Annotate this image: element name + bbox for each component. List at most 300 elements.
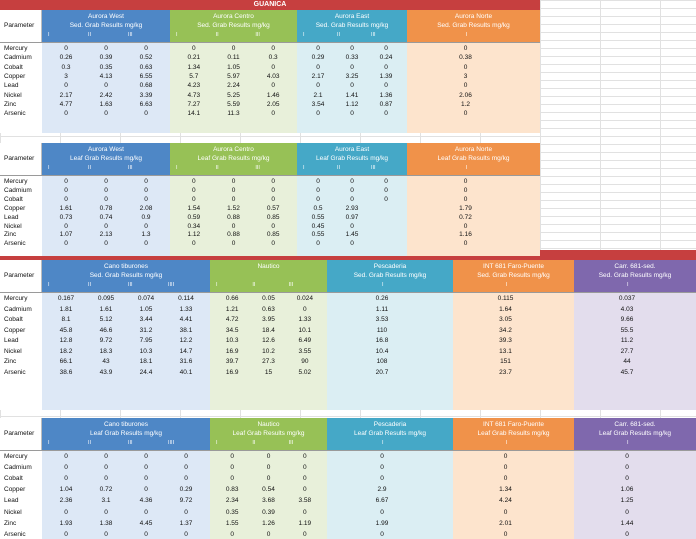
value-cell: 4.13 <box>99 72 113 80</box>
row-label: Zinc <box>4 519 17 527</box>
value-cell: 2.13 <box>99 231 113 239</box>
value-cell: 1.05 <box>227 63 240 71</box>
value-cell: 0 <box>192 195 196 203</box>
value-cell: 0.24 <box>379 54 393 62</box>
value-cell: 0.05 <box>262 295 275 302</box>
value-cell: 0.97 <box>345 213 359 221</box>
value-cell: 1.2 <box>460 100 471 108</box>
replicate-label: II <box>215 165 219 171</box>
value-cell: 1.54 <box>187 204 201 212</box>
value-cell: 8.1 <box>61 316 71 323</box>
group-name: Aurora West <box>87 13 124 20</box>
value-cell: 0 <box>184 453 188 460</box>
guanica-sed-group-header <box>170 10 297 42</box>
parameter-header: Parameter <box>0 10 42 42</box>
value-cell: 151 <box>500 358 511 365</box>
group-name: Nautico <box>257 263 280 270</box>
value-cell: 0.59 <box>187 213 201 221</box>
value-cell: 1.93 <box>59 519 73 527</box>
value-cell: 0.11 <box>227 54 240 62</box>
replicate-label: III <box>128 282 133 288</box>
value-cell: 0 <box>266 530 271 538</box>
value-cell: 0 <box>231 195 236 203</box>
value-cell: 0 <box>271 82 275 90</box>
row-label: Nickel <box>4 91 22 99</box>
value-cell: 0.87 <box>379 100 393 108</box>
value-cell: 0 <box>144 110 148 118</box>
value-cell: 1.45 <box>345 231 359 239</box>
group-subtitle: Sed. Grab Results mg/kg <box>437 22 510 29</box>
value-cell: 18.2 <box>59 347 73 355</box>
replicate-label: III <box>371 165 376 171</box>
value-cell: 1.37 <box>179 519 193 527</box>
value-cell: 23.7 <box>499 368 512 376</box>
row-label: Mercury <box>4 45 28 52</box>
value-cell: 0 <box>231 45 236 52</box>
value-cell: 0 <box>503 453 508 460</box>
value-cell: 5.7 <box>189 72 199 80</box>
value-cell: 0 <box>266 475 271 483</box>
value-cell: 0 <box>144 222 148 230</box>
value-cell: 0 <box>271 240 275 248</box>
value-cell: 0 <box>463 82 468 90</box>
row-label: Cadmium <box>4 464 32 472</box>
value-cell: 0 <box>303 464 307 472</box>
replicate-label: I <box>505 282 508 288</box>
value-cell: 15 <box>264 368 273 376</box>
value-cell: 0 <box>384 110 388 118</box>
replicate-label: I <box>627 282 629 288</box>
value-cell: 0 <box>316 110 320 118</box>
value-cell: 0 <box>625 508 629 516</box>
value-cell: 12.8 <box>59 337 73 344</box>
value-cell: 16.8 <box>375 337 389 344</box>
value-cell: 2.05 <box>266 100 280 108</box>
value-cell: 0 <box>144 530 148 538</box>
value-cell: 0 <box>350 178 354 185</box>
value-cell: 0 <box>303 530 307 538</box>
value-cell: 0.52 <box>139 54 153 62</box>
guanica-leaf-table <box>0 143 540 256</box>
group-name: Aurora Centro <box>213 13 254 20</box>
value-cell: 0 <box>64 475 68 483</box>
value-cell: 0 <box>463 186 468 194</box>
row-label: Mercury <box>4 453 28 460</box>
value-cell: 0.024 <box>296 295 313 302</box>
value-cell: 0 <box>64 195 68 203</box>
value-cell: 3.53 <box>375 316 389 323</box>
group-name: Carr. 681-sed. <box>614 421 656 428</box>
value-cell: 0 <box>144 508 148 516</box>
value-cell: 0 <box>230 530 234 538</box>
value-cell: 2.17 <box>311 72 325 80</box>
value-cell: 0 <box>503 530 508 538</box>
value-cell: 0 <box>463 240 468 248</box>
value-cell: 0 <box>184 475 188 483</box>
value-cell: 1.34 <box>499 486 512 494</box>
value-cell: 0.29 <box>179 486 193 494</box>
value-cell: 5.59 <box>227 100 240 108</box>
group-subtitle: Leaf Grab Results mg/kg <box>197 155 270 162</box>
value-cell: 3.58 <box>298 497 312 505</box>
value-cell: 39.3 <box>499 337 512 344</box>
row-label: Mercury <box>4 178 28 185</box>
value-cell: 4.72 <box>225 316 239 323</box>
value-cell: 0 <box>316 195 320 203</box>
value-cell: 1.3 <box>141 231 151 239</box>
value-cell: 12.6 <box>262 337 275 344</box>
value-cell: 0 <box>303 486 307 494</box>
replicate-label: IIII <box>168 440 175 446</box>
value-cell: 3.95 <box>262 316 275 323</box>
value-cell: 1.61 <box>99 305 113 313</box>
replicate-label: I <box>216 440 218 446</box>
group-name: Cano tiburones <box>103 421 149 428</box>
value-cell: 0.72 <box>99 486 113 494</box>
value-cell: 0.74 <box>99 213 113 221</box>
row-label: Copper <box>4 204 26 212</box>
value-cell: 0 <box>463 178 468 185</box>
value-cell: 0 <box>316 45 320 52</box>
group-name: Aurora Centro <box>213 146 254 153</box>
group-subtitle: Sed. Grab Results mg/kg <box>197 22 270 29</box>
value-cell: 1.07 <box>59 231 73 239</box>
replicate-label: I <box>465 165 468 171</box>
value-cell: 7.27 <box>187 100 201 108</box>
value-cell: 2.93 <box>345 204 359 212</box>
value-cell: 0 <box>350 186 354 194</box>
value-cell: 46.6 <box>99 326 113 334</box>
value-cell: 0 <box>231 240 236 248</box>
group-name: Nautico <box>257 421 280 428</box>
row-label: Arsenic <box>4 110 26 118</box>
replicate-label: I <box>176 32 178 38</box>
value-cell: 0.83 <box>225 486 239 494</box>
replicate-label: III <box>288 282 294 288</box>
replicate-label: II <box>88 282 92 288</box>
value-cell: 0 <box>350 195 354 203</box>
value-cell: 14.7 <box>179 347 193 355</box>
value-cell: 1.25 <box>620 497 634 505</box>
value-cell: 11.2 <box>620 337 634 344</box>
value-cell: 0.037 <box>618 295 636 302</box>
value-cell: 43.9 <box>99 368 113 376</box>
value-cell: 0.45 <box>311 222 325 230</box>
value-cell: 0.63 <box>139 63 153 71</box>
value-cell: 0 <box>64 45 68 52</box>
value-cell: 2.9 <box>377 486 387 494</box>
replicate-label: III <box>128 32 133 38</box>
value-cell: 0.54 <box>262 486 275 494</box>
group-subtitle: Leaf Grab Results mg/kg <box>599 430 671 437</box>
group-subtitle: Leaf Grab Results mg/kg <box>354 430 426 437</box>
value-cell: 2.17 <box>59 91 73 99</box>
arecibo-sed-group-header <box>574 260 696 292</box>
value-cell: 0 <box>384 63 388 71</box>
row-label: Mercury <box>4 295 28 302</box>
value-cell: 0 <box>463 110 468 118</box>
value-cell: 13.1 <box>499 347 512 355</box>
value-cell: 0.88 <box>227 213 240 221</box>
value-cell: 3 <box>64 72 68 80</box>
value-cell: 0.55 <box>311 213 325 221</box>
guanica-sed-group-header <box>42 10 170 42</box>
row-label: Cobalt <box>4 475 23 483</box>
guanica-leaf-group-header <box>297 143 407 175</box>
value-cell: 10.2 <box>262 347 275 355</box>
value-cell: 9.72 <box>99 337 113 344</box>
value-cell: 0.33 <box>345 54 359 62</box>
value-cell: 108 <box>376 358 388 365</box>
value-cell: 1.99 <box>375 519 389 527</box>
value-cell: 12.2 <box>179 337 193 344</box>
row-label: Zinc <box>4 231 17 239</box>
value-cell: 0 <box>503 475 508 483</box>
arecibo-leaf-table <box>0 418 696 539</box>
group-subtitle: Sed. Grab Results mg/kg <box>69 22 143 29</box>
value-cell: 3 <box>463 72 468 80</box>
group-name: Aurora Norte <box>454 146 493 153</box>
value-cell: 0 <box>271 63 275 71</box>
arecibo-sed-group-header <box>210 260 327 292</box>
replicate-label: III <box>255 165 260 171</box>
value-cell: 14.1 <box>187 110 201 118</box>
arecibo-sediment-table <box>0 260 696 410</box>
value-cell: 66.1 <box>59 358 73 365</box>
value-cell: 0 <box>144 486 148 494</box>
value-cell: 0 <box>184 530 188 538</box>
value-cell: 0 <box>144 464 148 472</box>
row-label: Nickel <box>4 222 22 230</box>
row-label: Arsenic <box>4 240 26 248</box>
group-name: Aurora East <box>334 146 370 153</box>
value-cell: 6.67 <box>375 497 389 505</box>
value-cell: 18.4 <box>262 326 275 334</box>
guanica-sediment-table <box>0 10 540 133</box>
value-cell: 0.39 <box>262 508 275 516</box>
value-cell: 1.61 <box>59 204 73 212</box>
row-label: Copper <box>4 326 26 334</box>
replicate-label: I <box>48 440 50 446</box>
value-cell: 40.1 <box>179 368 193 376</box>
guanica-banner: GUANICA <box>0 0 540 10</box>
value-cell: 4.45 <box>139 519 153 527</box>
replicate-label: III <box>288 440 294 446</box>
value-cell: 0 <box>303 453 307 460</box>
value-cell: 0 <box>104 186 108 194</box>
value-cell: 0.34 <box>187 222 201 230</box>
value-cell: 0 <box>316 82 320 90</box>
value-cell: 3.68 <box>262 497 275 505</box>
value-cell: 0 <box>64 222 68 230</box>
value-cell: 0 <box>104 530 108 538</box>
value-cell: 1.12 <box>345 100 359 108</box>
value-cell: 0 <box>104 195 108 203</box>
value-cell: 0.39 <box>99 54 113 62</box>
value-cell: 0 <box>384 178 388 185</box>
replicate-label: II <box>337 165 341 171</box>
arecibo-sed-group-header <box>453 260 574 292</box>
group-name: Aurora Norte <box>454 13 493 20</box>
arecibo-leaf-group-header <box>210 418 327 450</box>
value-cell: 2.1 <box>313 91 323 99</box>
value-cell: 0 <box>380 464 384 472</box>
value-cell: 90 <box>301 358 309 365</box>
value-cell: 0 <box>303 508 307 516</box>
value-cell: 0.5 <box>313 204 323 212</box>
row-label: Zinc <box>4 100 17 108</box>
replicate-label: I <box>176 165 178 171</box>
group-name: Aurora West <box>87 146 124 153</box>
value-cell: 0 <box>463 195 468 203</box>
value-cell: 2.42 <box>99 91 113 99</box>
row-label: Nickel <box>4 347 22 355</box>
value-cell: 27.7 <box>620 347 634 355</box>
replicate-label: I <box>505 440 508 446</box>
value-cell: 0 <box>380 530 384 538</box>
value-cell: 0 <box>64 82 68 90</box>
value-cell: 4.03 <box>620 305 634 313</box>
parameter-header: Parameter <box>0 260 42 292</box>
value-cell: 3.25 <box>345 72 359 80</box>
value-cell: 0 <box>104 240 108 248</box>
value-cell: 0.074 <box>137 295 155 302</box>
replicate-label: I <box>48 282 50 288</box>
value-cell: 0.35 <box>99 63 113 71</box>
value-cell: 4.03 <box>266 72 280 80</box>
value-cell: 0.3 <box>61 63 71 71</box>
row-label: Cadmium <box>4 186 32 194</box>
value-cell: 0 <box>316 240 320 248</box>
value-cell: 0 <box>104 508 108 516</box>
value-cell: 0 <box>303 475 307 483</box>
value-cell: 0.095 <box>97 295 115 302</box>
value-cell: 0 <box>104 178 108 185</box>
value-cell: 0 <box>266 453 271 460</box>
row-label: Lead <box>4 497 19 505</box>
value-cell: 4.36 <box>139 497 153 505</box>
value-cell: 0 <box>64 464 68 472</box>
group-subtitle: Sed. Grab Results mg/kg <box>315 22 389 29</box>
group-name: INT 681 Faro-Puente <box>483 263 544 270</box>
value-cell: 0 <box>350 45 354 52</box>
value-cell: 34.2 <box>499 326 512 334</box>
value-cell: 44 <box>623 358 631 365</box>
parameter-header: Parameter <box>0 143 42 175</box>
value-cell: 0 <box>271 186 275 194</box>
value-cell: 0 <box>231 222 236 230</box>
arecibo-sed-group-header <box>42 260 210 292</box>
value-cell: 4.77 <box>59 100 73 108</box>
value-cell: 0 <box>350 63 354 71</box>
arecibo-leaf-group-header <box>42 418 210 450</box>
value-cell: 0 <box>271 178 275 185</box>
value-cell: 0.115 <box>497 295 514 302</box>
value-cell: 1.12 <box>187 231 201 239</box>
value-cell: 1.06 <box>620 486 634 494</box>
value-cell: 0 <box>380 453 384 460</box>
replicate-label: I <box>48 165 50 171</box>
value-cell: 2.24 <box>227 82 240 90</box>
value-cell: 5.12 <box>99 316 113 323</box>
parameter-header: Parameter <box>0 418 42 450</box>
value-cell: 0 <box>316 178 320 185</box>
value-cell: 0 <box>192 45 196 52</box>
replicate-label: III <box>128 440 133 446</box>
group-name: Pescaderia <box>373 263 407 270</box>
value-cell: 1.52 <box>227 204 240 212</box>
value-cell: 55.5 <box>620 326 634 334</box>
value-cell: 0 <box>384 45 388 52</box>
value-cell: 0 <box>230 464 234 472</box>
value-cell: 0.167 <box>57 295 75 302</box>
value-cell: 3.54 <box>311 100 325 108</box>
value-cell: 2.06 <box>459 91 472 99</box>
value-cell: 3.05 <box>499 316 512 323</box>
group-subtitle: Sed. Grab Results mg/kg <box>477 272 550 279</box>
value-cell: 45.8 <box>59 326 73 334</box>
replicate-label: I <box>382 282 384 288</box>
value-cell: 18.3 <box>99 347 113 355</box>
value-cell: 1.55 <box>225 519 239 527</box>
value-cell: 1.11 <box>375 305 389 313</box>
value-cell: 1.19 <box>298 519 312 527</box>
guanica-leaf-group-header <box>42 143 170 175</box>
value-cell: 1.05 <box>139 305 153 313</box>
row-label: Arsenic <box>4 530 26 538</box>
value-cell: 20.7 <box>375 368 389 376</box>
value-cell: 0 <box>463 63 468 71</box>
row-label: Zinc <box>4 358 17 365</box>
replicate-label: I <box>627 440 629 446</box>
replicate-label: I <box>303 32 305 38</box>
value-cell: 0 <box>144 240 148 248</box>
value-cell: 0.35 <box>225 508 239 516</box>
arecibo-leaf-group-header <box>327 418 453 450</box>
group-subtitle: Leaf Grab Results mg/kg <box>316 155 388 162</box>
value-cell: 5.25 <box>227 91 240 99</box>
value-cell: 0 <box>64 110 68 118</box>
group-subtitle: Sed. Grab Results mg/kg <box>353 272 427 279</box>
value-cell: 5.97 <box>227 72 240 80</box>
value-cell: 0 <box>192 240 196 248</box>
value-cell: 0.26 <box>59 54 73 62</box>
replicate-label: I <box>382 440 384 446</box>
value-cell: 0 <box>144 195 148 203</box>
value-cell: 1.44 <box>620 519 634 527</box>
value-cell: 4.23 <box>187 82 201 90</box>
value-cell: 4.41 <box>179 316 193 323</box>
value-cell: 0 <box>463 45 468 52</box>
value-cell: 2.36 <box>59 497 73 505</box>
value-cell: 0 <box>350 82 354 90</box>
value-cell: 0 <box>64 508 68 516</box>
value-cell: 1.39 <box>379 72 393 80</box>
group-subtitle: Leaf Grab Results mg/kg <box>90 430 162 437</box>
value-cell: 0 <box>64 186 68 194</box>
value-cell: 1.26 <box>262 519 275 527</box>
replicate-label: II <box>88 165 92 171</box>
row-label: Copper <box>4 486 26 494</box>
value-cell: 0.114 <box>178 295 194 302</box>
value-cell: 0.66 <box>225 295 239 302</box>
value-cell: 0 <box>144 453 148 460</box>
value-cell: 3.55 <box>298 347 312 355</box>
value-cell: 1.04 <box>59 486 73 494</box>
value-cell: 16.9 <box>225 368 239 376</box>
replicate-label: II <box>215 32 219 38</box>
group-name: Carr. 681-sed. <box>614 263 656 270</box>
